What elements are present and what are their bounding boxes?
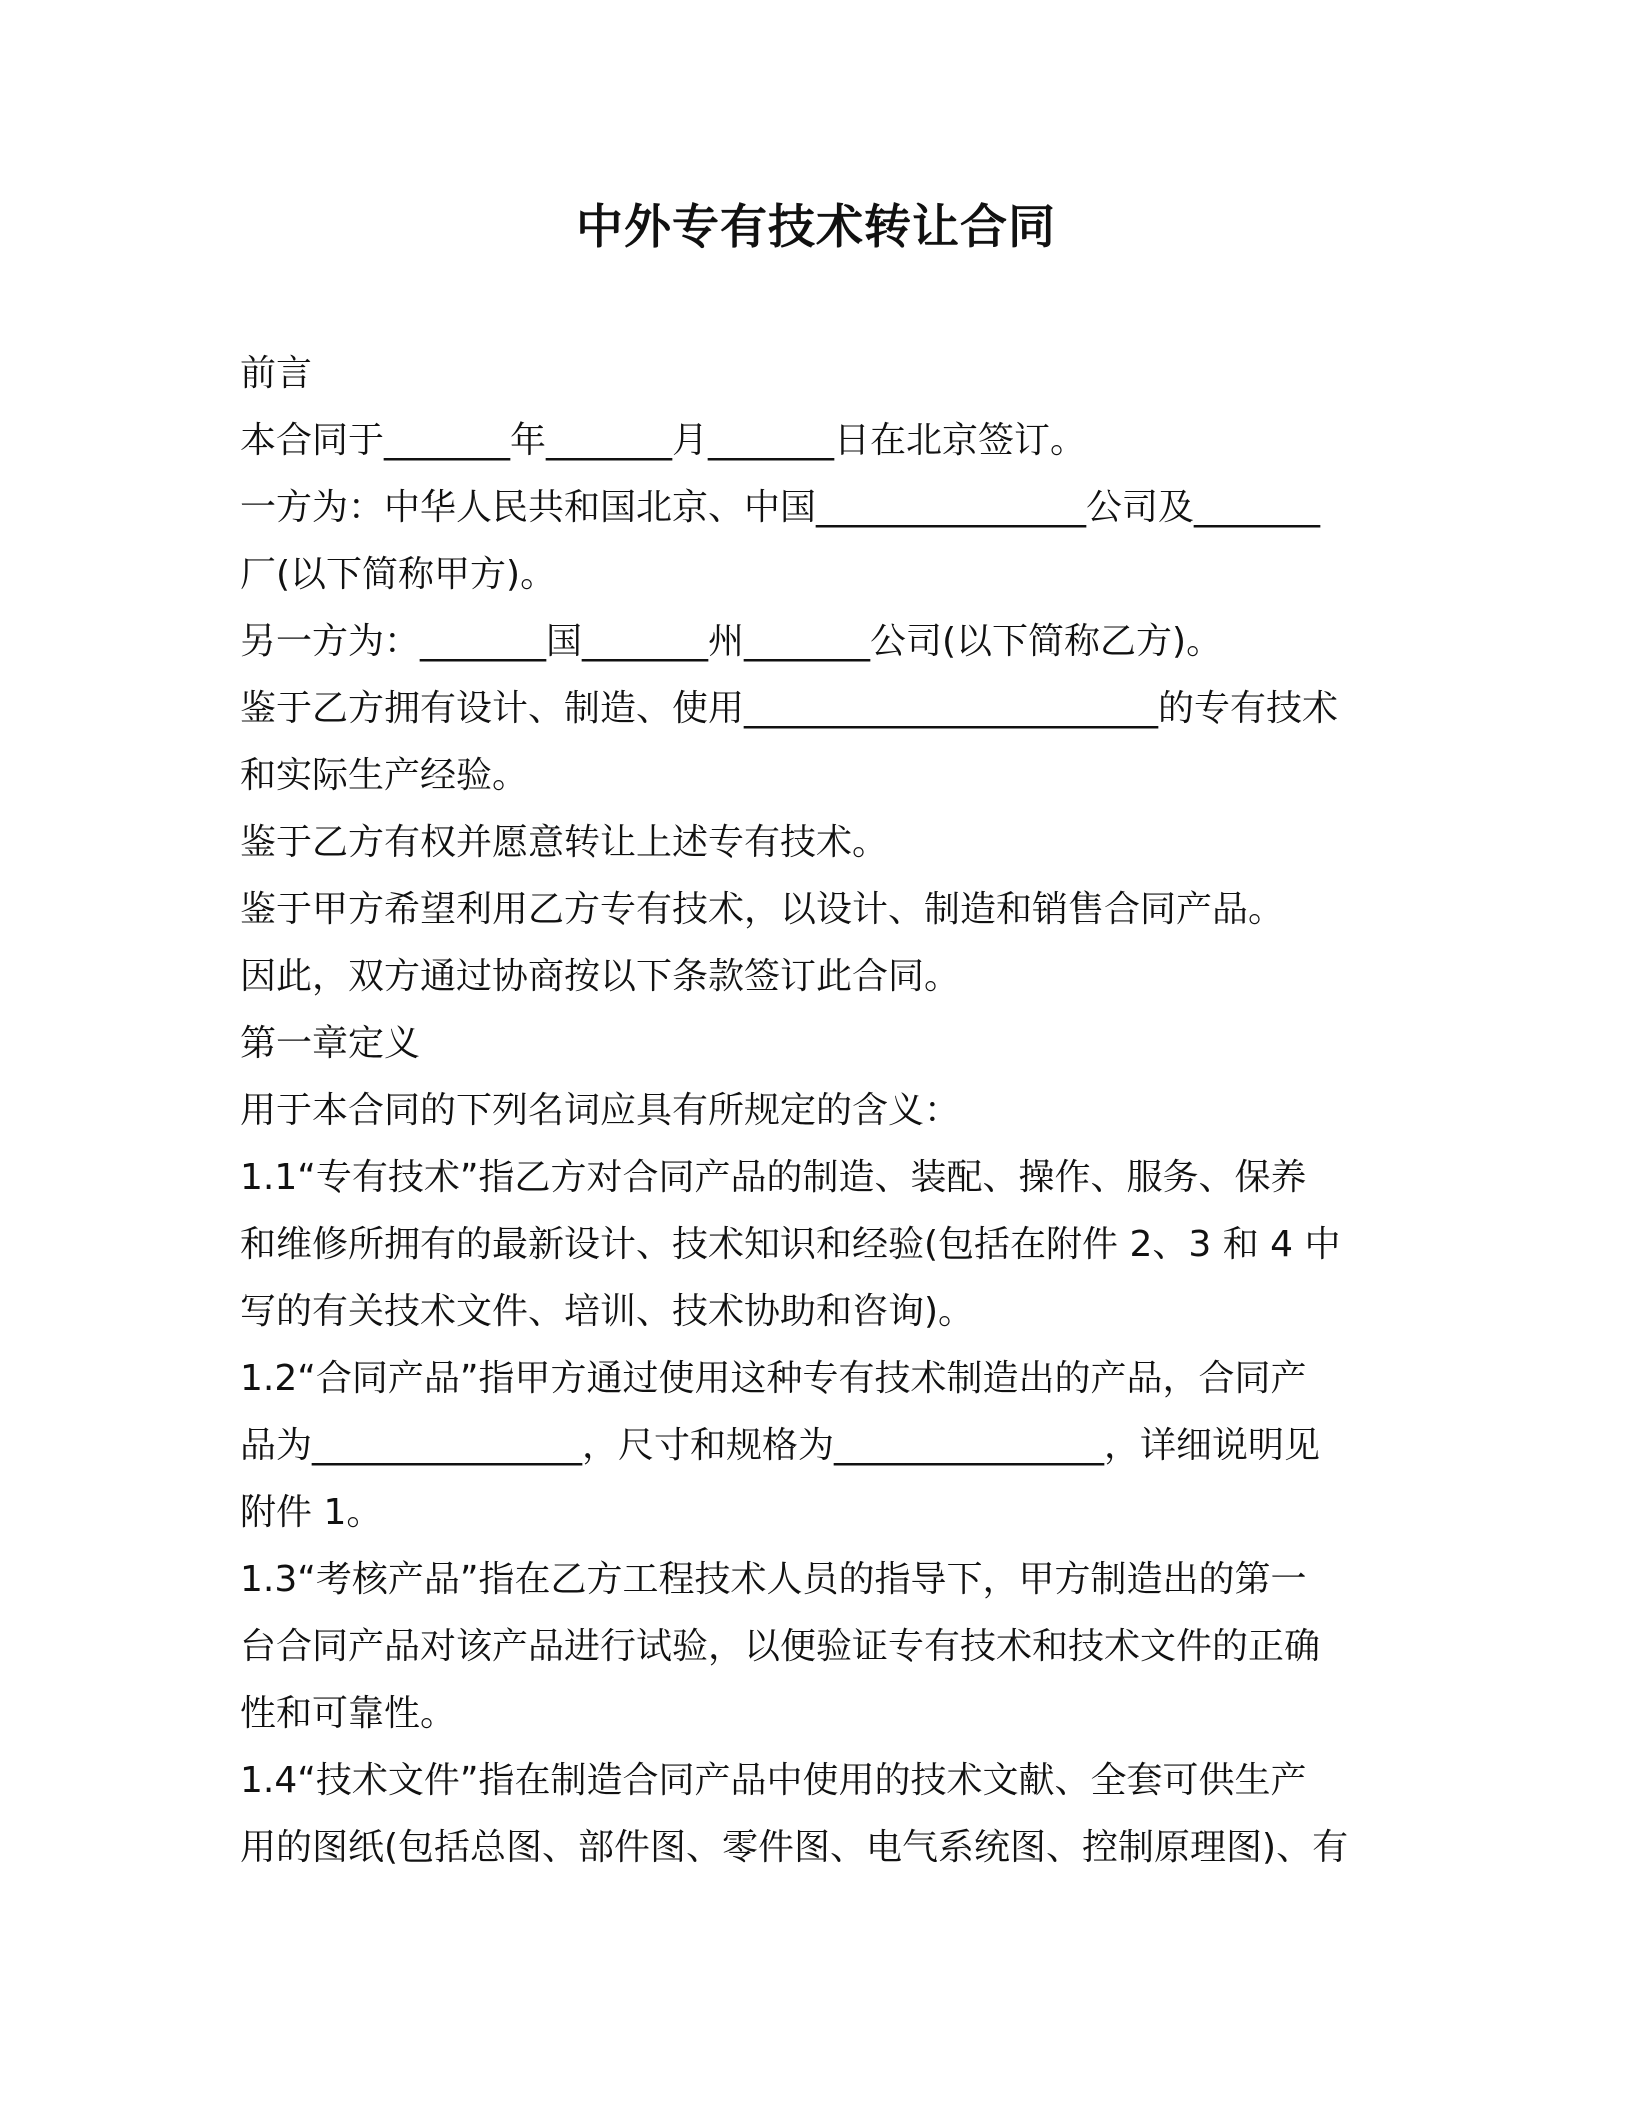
text-line: 1.1“专有技术”指乙方对合同产品的制造、装配、操作、服务、保养 <box>240 1157 1307 1198</box>
text-line: 性和可靠性。 <box>240 1693 457 1734</box>
text-line: 前言 <box>240 353 313 394</box>
text-line: 用的图纸(包括总图、部件图、零件图、电气系统图、控制原理图)、有 <box>240 1827 1349 1868</box>
text-line: 和维修所拥有的最新设计、技术知识和经验(包括在附件 2、3 和 4 中 <box>240 1224 1341 1265</box>
text-line: 附件 1。 <box>240 1492 383 1533</box>
text-line: 写的有关技术文件、培训、技术协助和咨询)。 <box>240 1291 975 1332</box>
text-line: 1.2“合同产品”指甲方通过使用这种专有技术制造出的产品，合同产 <box>240 1358 1307 1399</box>
text-line: 1.4“技术文件”指在制造合同产品中使用的技术文献、全套可供生产 <box>240 1760 1307 1801</box>
text-line: 一方为：中华人民共和国北京、中国_______________公司及_______ <box>240 487 1321 528</box>
text-line: 鉴于乙方有权并愿意转让上述专有技术。 <box>240 822 889 863</box>
text-line: 品为_______________，尺寸和规格为_______________，详细说明见 <box>240 1425 1321 1466</box>
text-line: 和实际生产经验。 <box>240 755 529 796</box>
text-line: 另一方为：_______国_______州_______公司(以下简称乙方)。 <box>240 621 1223 662</box>
text-line: 用于本合同的下列名词应具有所规定的含义： <box>240 1090 961 1131</box>
text-line: 厂(以下简称甲方)。 <box>240 554 557 595</box>
text-line: 1.3“考核产品”指在乙方工程技术人员的指导下，甲方制造出的第一 <box>240 1559 1307 1600</box>
text-line: 鉴于甲方希望利用乙方专有技术，以设计、制造和销售合同产品。 <box>240 889 1285 930</box>
text-line: 本合同于_______年_______月_______日在北京签订。 <box>240 420 1087 461</box>
document-title: 中外专有技术转让合同 <box>576 200 1056 255</box>
text-line: 鉴于乙方拥有设计、制造、使用_______________________的专有技术 <box>240 688 1339 729</box>
text-line: 台合同产品对该产品进行试验，以便验证专有技术和技术文件的正确 <box>240 1626 1321 1667</box>
document-body <box>240 340 1390 1881</box>
chapter-heading: 第一章定义 <box>240 1023 421 1064</box>
text-line: 因此，双方通过协商按以下条款签订此合同。 <box>240 956 961 997</box>
